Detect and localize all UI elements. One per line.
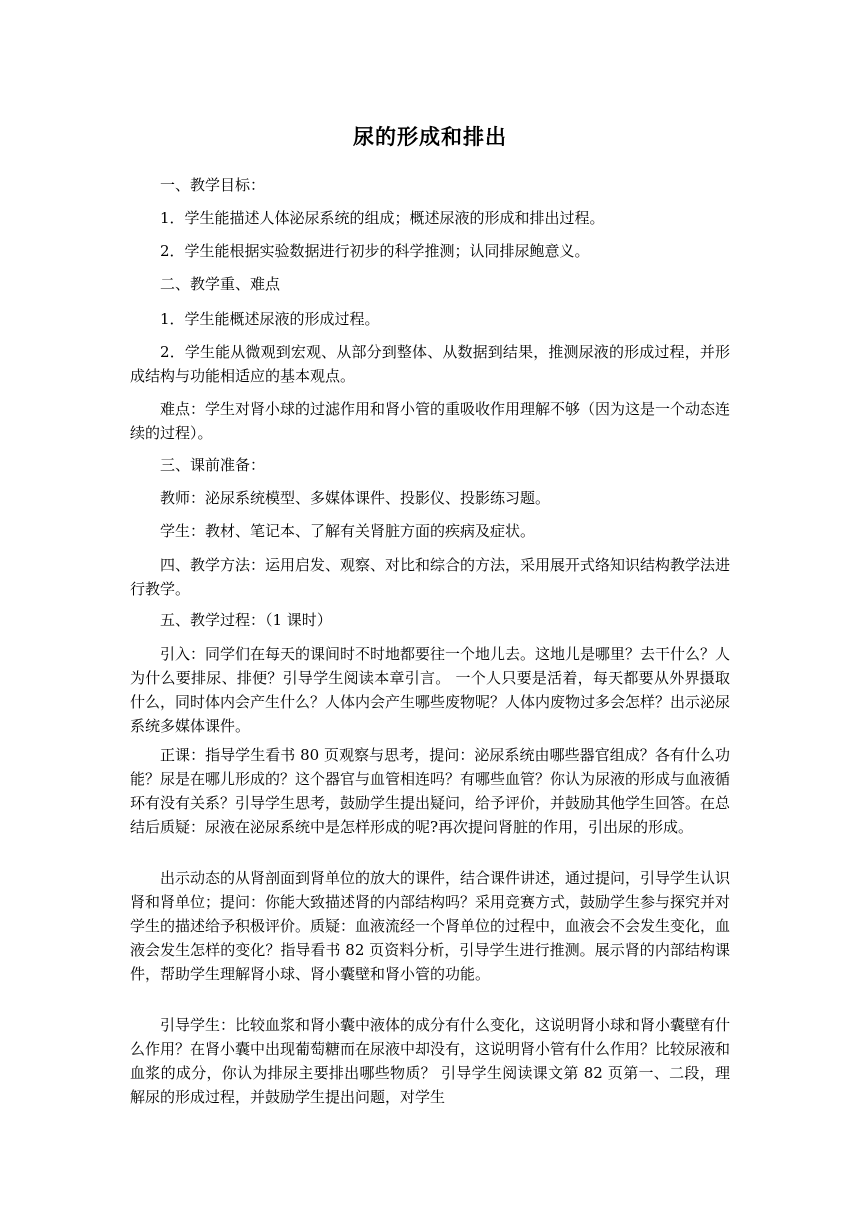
paragraph-13: 引入：同学们在每天的课间时不时地都要往一个地儿去。这地儿是哪里？去干什么？人为什么要排尿、排便？引导学生阅读本章引言。 一个人只要是活着，每天都要从外界摄取什么，同时体内会产生什么？人体内会产生哪些废物呢？人体内废物过多会怎样？出示泌尿系统多媒体课件。 — [130, 645, 731, 735]
paragraph-3: 2．学生能根据实验数据进行初步的科学推测；认同排尿鲍意义。 — [160, 242, 590, 260]
paragraph-15: 出示动态的从肾剖面到肾单位的放大的课件，结合课件讲述，通过提问，引导学生认识肾和肾单位；提问：你能大致描述肾的内部结构吗？采用竞赛方式，鼓励学生参与探究并对学生的描述给予积极评价。质疑：血液流经一个肾单位的过程中，血液会不会发生变化，血液会发生怎样的变化？指导看书 82 页资料分析，引导学生进行推测。展示肾的内部结构课件，帮助学生理解肾小球、肾小囊壁和肾小管的功能。 — [130, 869, 731, 983]
paragraph-4: 二、教学重、难点 — [160, 275, 281, 293]
paragraph-16: 引导学生：比较血浆和肾小囊中液体的成分有什么变化，这说明肾小球和肾小囊壁有什么作用？在肾小囊中出现葡萄糖而在尿液中却没有，这说明肾小管有什么作用？比较尿液和血浆的成分，你认为排尿主要排出哪些物质？ 引导学生阅读课文第 82 页第一、二段，理解尿的形成过程，并鼓励学生提出问题，对学生 — [130, 1016, 731, 1106]
paragraph-5: 1．学生能概述尿液的形成过程。 — [160, 310, 380, 328]
paragraph-1: 一、教学目标： — [160, 176, 266, 194]
paragraph-2: 1．学生能描述人体泌尿系统的组成；概述尿液的形成和排出过程。 — [160, 209, 605, 227]
paragraph-10: 学生：教材、笔记本、了解有关肾脏方面的疾病及症状。 — [160, 522, 536, 540]
paragraph-6: 2．学生能从微观到宏观、从部分到整体、从数据到结果，推测尿液的形成过程，并形成结构与功能相适应的基本观点。 — [130, 343, 730, 385]
paragraph-8: 三、课前准备： — [160, 456, 266, 474]
document-title: 尿的形成和排出 — [353, 124, 507, 149]
paragraph-9: 教师：泌尿系统模型、多媒体课件、投影仪、投影练习题。 — [160, 489, 551, 507]
paragraph-11: 四、教学方法：运用启发、观察、对比和综合的方法，采用展开式络知识结构教学法进行教学。 — [130, 556, 731, 598]
paragraph-7: 难点：学生对肾小球的过滤作用和肾小管的重吸收作用理解不够（因为这是一个动态连续的过程）。 — [130, 400, 731, 442]
paragraph-12: 五、教学过程：（1 课时） — [160, 611, 332, 629]
paragraph-14: 正课：指导学生看书 80 页观察与思考，提问：泌尿系统由哪些器官组成？各有什么功能？尿是在哪儿形成的？这个器官与血管相连吗？有哪些血管？你认为尿液的形成与血液循环有没有关系？引导学生思考，鼓励学生提出疑问，给予评价，并鼓励其他学生回答。在总结后质疑：尿液在泌尿系统中是怎样形成的呢?再次提问肾脏的作用，引出尿的形成。 — [130, 746, 731, 836]
